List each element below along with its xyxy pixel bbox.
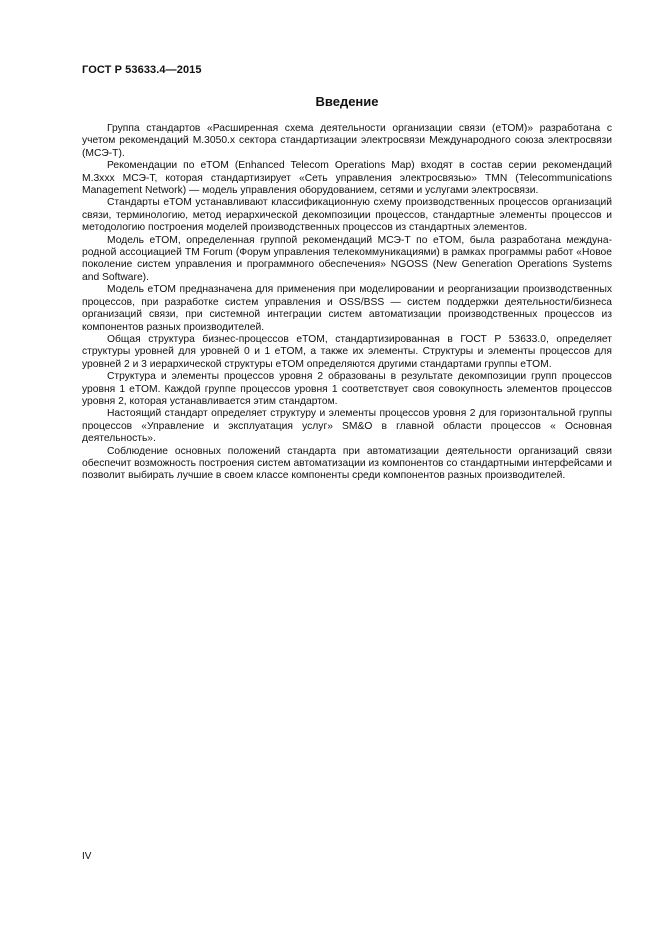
paragraph: Структура и элементы процессов уровня 2 образованы в результате декомпозиции групп процессов уровня 1 eTOM. Каждой группе процессов уровня 1 соответствует своя совокупность элементов процессов уровня 2, которая устанавливается этим стандартом. — [82, 371, 612, 407]
paragraph: Настоящий стандарт определяет структуру и элементы процессов уровня 2 для горизонтальной группы процессов «Управление и эксплуатация услуг» SM&O в главной области процессов « Основная деятельность». — [82, 408, 612, 445]
body-text — [82, 123, 612, 483]
paragraph: Стандарты eTOM устанавливают классификационную схему производственных процессов организаций связи, терминологию, метод иерархической декомпозиции процессов, стандартные элементы процессов и методологию построения моделей производственных процессов из стандартных элементов. — [82, 197, 612, 234]
paragraph: Модель eTOM предназначена для применения при моделировании и реорганизации производственных процессов, при разработке систем управления и OSS/BSS — систем поддержки деятельности/бизнеса организаций связи, при системной интеграции систем автоматизации производственных процессов из компонентов разных производителей. — [82, 284, 612, 333]
paragraph: Группа стандартов «Расширенная схема деятельности организации связи (eTOM)» разработана с учетом рекомендаций M.3050.x сектора стандартизации электросвязи Международного союза электросвязи (МСЭ-Т). — [82, 123, 612, 159]
paragraph: Рекомендации по eTOM (Enhanced Telecom Operations Map) входят в состав серии рекомендаций M.3xxx МСЭ-Т, которая стандартизирует «Сеть управления электросвязью» TMN (Telecommunications Management Network) — модель управления оборудованием, сетями и услугами электросвязи. — [82, 160, 612, 197]
paragraph: Соблюдение основных положений стандарта при автоматизации деятельности организаций связи обеспечит возможность построения систем автоматизации из компонентов со стандартными интерфейсами и позволит выбирать лучшие в своем классе компоненты среди компонентов разных производителей. — [82, 445, 612, 482]
section-title: Введение — [315, 94, 379, 109]
page-number: IV — [82, 851, 92, 862]
paragraph: Общая структура бизнес-процессов eTOM, стандартизированная в ГОСТ Р 53633.0, определяет структуры уровней для уровней 0 и 1 eTOM, а также их элементы. Структуры и элементы процессов для уровней 2 и 3 иерархической структуры eTOM определяются другими стандартами группы eTOM. — [82, 333, 612, 370]
paragraph: Модель eTOM, определенная группой рекомендаций МСЭ-Т по eTOM, была разработана международной ассоциацией TM Forum (Форум управления телекоммуникациями) в рамках программы работ «Новое поколение систем управления и программного обеспечения» NGOSS (New Generation Operations Systems and Software). — [82, 234, 612, 283]
standard-id-header: ГОСТ Р 53633.4—2015 — [82, 64, 202, 76]
